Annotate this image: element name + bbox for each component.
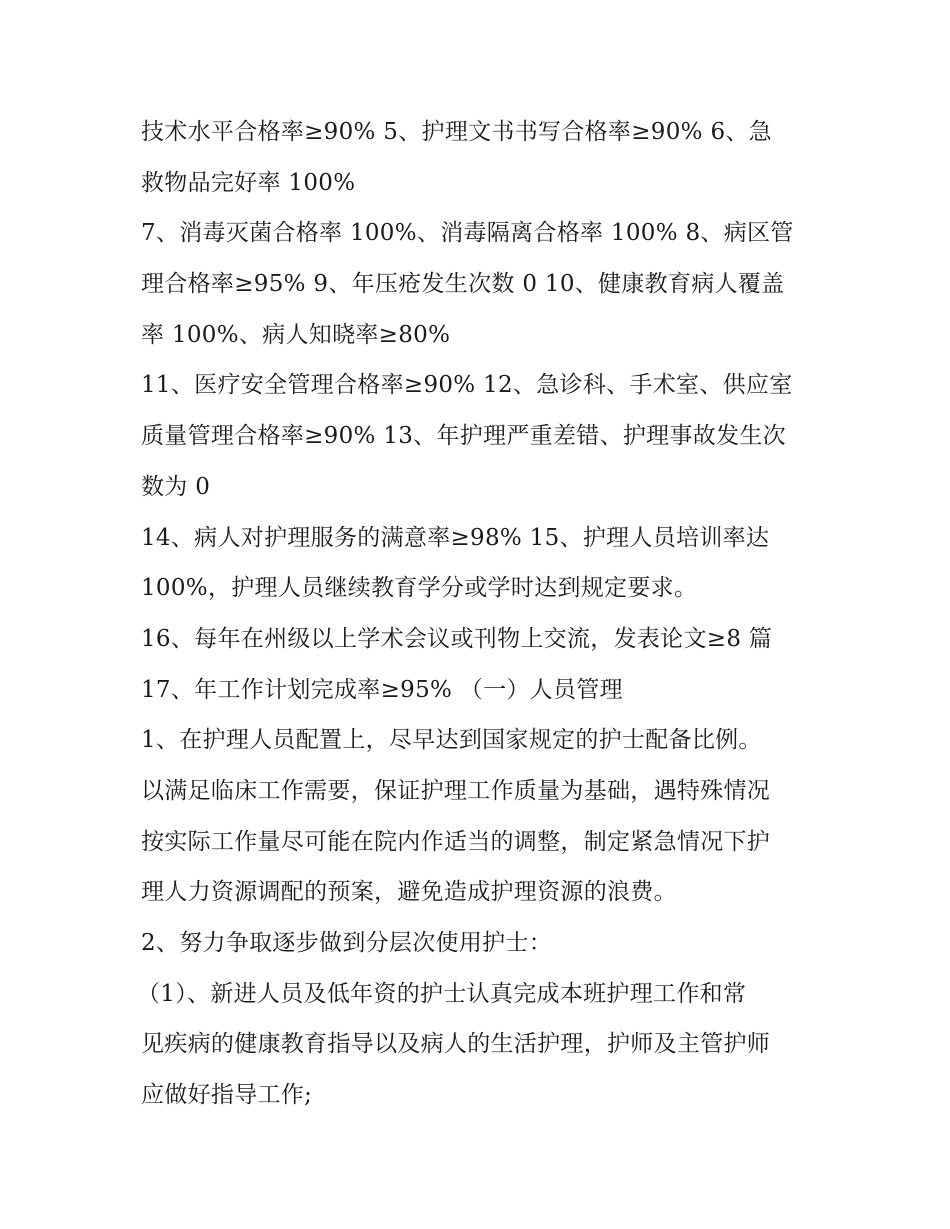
text-line: 技术水平合格率≥90% 5、护理文书书写合格率≥90% 6、急 (141, 119, 772, 145)
text-line: 2、努力争取逐步做到分层次使用护士： (141, 930, 553, 956)
text-line: 14、病人对护理服务的满意率≥98% 15、护理人员培训率达 (141, 524, 770, 551)
text-line: 按实际工作量尽可能在院内作适当的调整，制定紧急情况下护 (141, 828, 771, 855)
text-line: 1、在护理人员配置上，尽早达到国家规定的护士配备比例。 (141, 727, 762, 754)
text-line: 数为 0 (141, 473, 211, 500)
text-line: 11、医疗安全管理合格率≥90% 12、急诊科、手术室、供应室 (141, 372, 793, 399)
text-line: 率 100%、病人知晓率≥80% (141, 321, 451, 348)
text-line: 理人力资源调配的预案，避免造成护理资源的浪费。 (141, 879, 677, 906)
text-line: 16、每年在州级以上学术会议或刊物上交流，发表论文≥8 篇 (141, 625, 773, 652)
text-line: 应做好指导工作; (141, 1082, 313, 1109)
document-body (137, 107, 821, 1121)
text-line: 17、年工作计划完成率≥95% （一）人员管理 (141, 676, 623, 703)
text-line: 理合格率≥95% 9、年压疮发生次数 0 10、健康教育病人覆盖 (141, 271, 785, 298)
text-line: 见疾病的健康教育指导以及病人的生活护理，护师及主管护师 (141, 1031, 771, 1058)
text-line: 救物品完好率 100% (141, 169, 356, 196)
text-line: 7、消毒灭菌合格率 100%、消毒隔离合格率 100% 8、病区管 (141, 220, 794, 247)
text-line: 100%，护理人员继续教育学分或学时达到规定要求。 (141, 575, 698, 602)
text-line: （1）、新进人员及低年资的护士认真完成本班护理工作和常 (137, 980, 747, 1007)
text-line: 质量管理合格率≥90% 13、年护理严重差错、护理事故发生次 (141, 423, 786, 450)
text-line: 以满足临床工作需要，保证护理工作质量为基础，遇特殊情况 (141, 777, 771, 804)
